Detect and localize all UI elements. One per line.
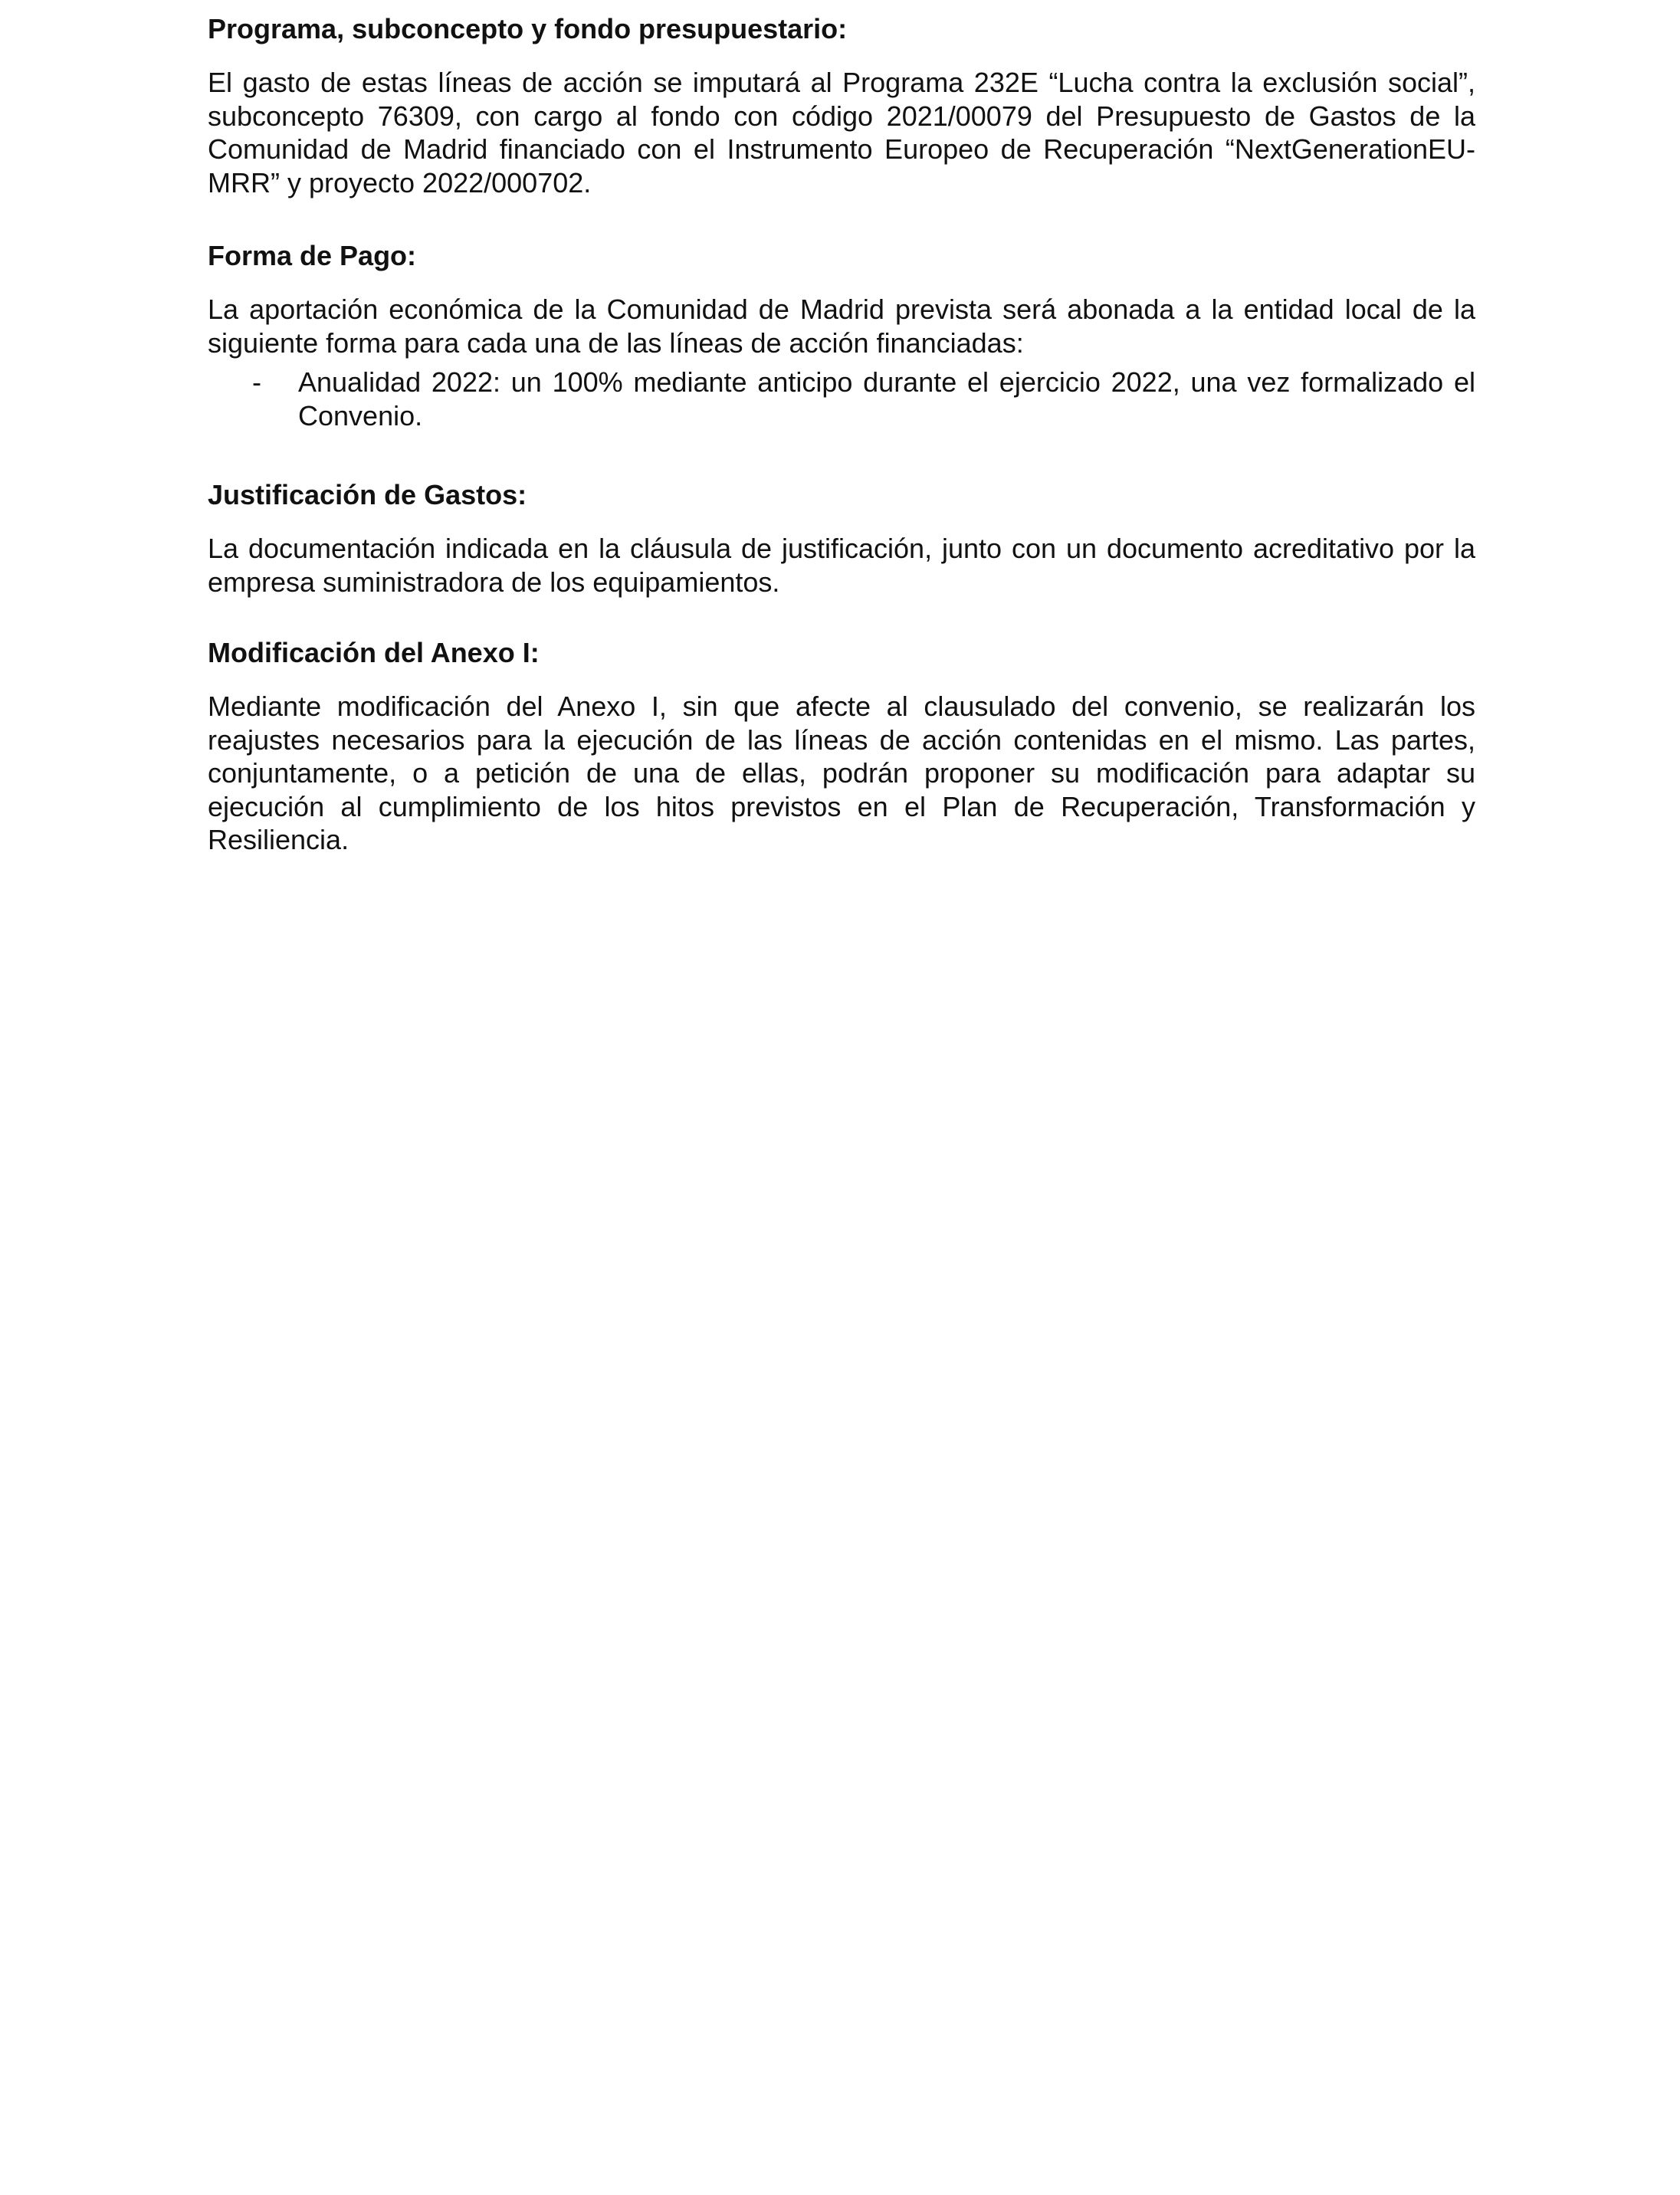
section-paragraph: El gasto de estas líneas de acción se imputará al Programa 232E “Lucha contra la exclusión social”, subconcepto 76309, con cargo al fondo con código 2021/00079 del Presupuesto de Gastos de la Comunidad de Madrid financiado con el Instrumento Europeo de Recuperación “NextGenerationEU-MRR” y proyecto 2022/000702. (208, 67, 1475, 199)
list-item (208, 366, 1475, 432)
section-payment-method (208, 239, 1475, 432)
section-paragraph: La aportación económica de la Comunidad de Madrid prevista será abonada a la entidad local de la siguiente forma para cada una de las líneas de acción financiadas: (208, 294, 1475, 359)
section-expense-justification (208, 478, 1475, 599)
section-heading: Forma de Pago: (208, 240, 417, 271)
bullet-text: Anualidad 2022: un 100% mediante anticipo durante el ejercicio 2022, una vez formalizado el Convenio. (298, 366, 1475, 431)
section-paragraph: La documentación indicada en la cláusula de justificación, junto con un documento acreditativo por la empresa suministradora de los equipamientos. (208, 533, 1475, 598)
section-heading: Modificación del Anexo I: (208, 637, 540, 668)
section-annex-modification (208, 636, 1475, 857)
section-heading: Justificación de Gastos: (208, 479, 527, 510)
section-budget-program (208, 12, 1475, 199)
section-heading: Programa, subconcepto y fondo presupuestario: (208, 13, 848, 44)
section-paragraph: Mediante modificación del Anexo I, sin que afecte al clausulado del convenio, se realizarán los reajustes necesarios para la ejecución de las líneas de acción contenidas en el mismo. Las partes, conjuntamente, o a petición de una de ellas, podrán proponer su modificación para adaptar su ejecución al cumplimiento de los hitos previstos en el Plan de Recuperación, Transformación y Resiliencia. (208, 691, 1475, 855)
bullet-marker: - (252, 366, 261, 398)
